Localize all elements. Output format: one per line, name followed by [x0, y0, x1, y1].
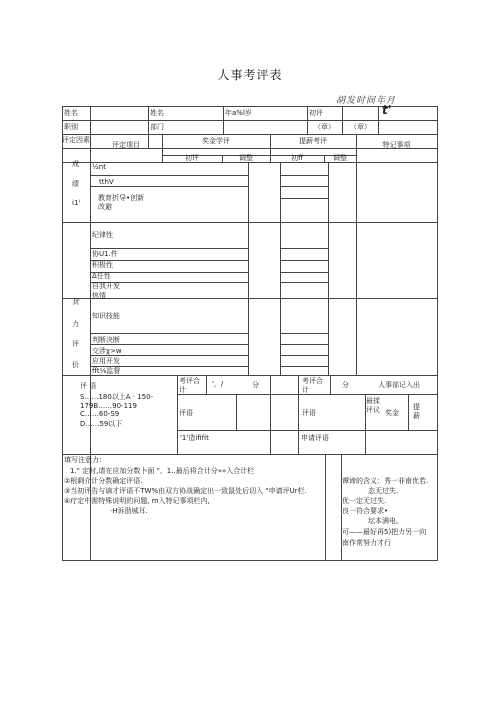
score-grade-d: D……59以下 [80, 420, 123, 428]
note-1: 1." 定时,请在应加分数卜面 "、1..最后将合计分»»入合计栏 [70, 467, 255, 475]
initial-review-label: 初评 [309, 109, 323, 117]
item-3: 教育折导•创新改避 [98, 194, 145, 211]
apply-comment-label: 申请评语 [301, 434, 329, 442]
item-10: 知识技能 [92, 312, 120, 320]
comment-b-label: 评语 [302, 409, 316, 417]
item-7: Δ任性 [92, 272, 111, 280]
bonus-col: 奖金 [385, 409, 399, 417]
item-8: 自我开发 [92, 282, 120, 290]
comment-a-label: 评语 [179, 409, 193, 417]
legend-2: 态无过失. [368, 487, 399, 495]
col-item: 评定项目 [112, 141, 140, 149]
age-label: 年a%l岁 [225, 109, 252, 117]
factor-2: 犹 [72, 298, 79, 306]
col-initial: 初评 [185, 154, 199, 162]
legend-1: 谭谛的含义：秀一非南优若. [342, 477, 429, 485]
position-label: 职别 [64, 123, 78, 131]
name-label-2: 姓名 [150, 109, 164, 117]
score-grade-s: S……180以上A · 150-179B……90-119 [80, 393, 154, 410]
item-12: 交涉χ>w [92, 347, 122, 355]
legend-5: 坛本满电。 [368, 517, 403, 525]
form-title: 人事考评表 [217, 68, 283, 82]
total-b-label: 考评合计 [302, 377, 323, 394]
legend-3: 优一定无过失. [342, 497, 387, 505]
seal-1: （章） [314, 123, 335, 131]
note-5: ·H诉劭城耳. [110, 507, 148, 515]
factor-3a: 力 [72, 320, 79, 328]
col-adjust-2: 调整 [333, 154, 347, 162]
seal-2: （章） [350, 123, 371, 131]
note-3: ③当初评告与谪才评语不TW%由双方协战确定出一致鼠处后切入 "申请评Ur栏. [64, 487, 307, 495]
legend-7: 南作常努力才行 [342, 539, 391, 547]
comment-label: 评 语 [80, 382, 97, 390]
item-13: 应用开发 [92, 357, 120, 365]
factor-3b: 评 [72, 340, 79, 348]
note-stamp: '1'造ififit [180, 434, 209, 442]
dept-label: 部门 [150, 123, 164, 131]
final-review-label: 最揉评议 [366, 397, 380, 414]
item-2: tthV [99, 178, 114, 186]
total-a-unit: 分 [252, 381, 259, 389]
total-a-mark: '，/ [212, 380, 224, 388]
col-special: 特记事项 [382, 141, 411, 149]
item-9: 热情 [92, 292, 106, 300]
item-6: 积极性 [92, 261, 113, 269]
item-4: 纪律性 [92, 231, 113, 239]
col-promotion: 提薪考评 [299, 137, 327, 145]
factor-1c: i1⁾ [72, 199, 81, 207]
item-5: 协U1.件 [92, 250, 118, 258]
name-label: 姓名 [64, 109, 78, 117]
item-14: fft⅛监督 [92, 367, 121, 375]
item-1: ½nt [92, 163, 106, 171]
score-grade-c: C……60-S9 [80, 410, 120, 418]
item-11: 判断决断 [92, 336, 120, 344]
legend-4: 良一符合要求• [342, 507, 389, 515]
raise-col: 提薪 [413, 403, 420, 420]
note-4: ④疗定中需特殊说明的问题, m入特记事项栏内, [64, 497, 210, 505]
col-initial-2: 初ff [291, 154, 303, 162]
legend-6: 可——最好再5)把力另一向 [342, 528, 427, 536]
notes-heading: 填写注意力： [64, 456, 106, 464]
total-a-label: 考评合计 [179, 377, 200, 394]
note-2: ②根剩介计分数确定评语. [64, 477, 143, 485]
factor-1b: 绩 [72, 180, 79, 188]
col-factor: 评定因素 [62, 136, 90, 144]
initial-review-mark: t' [382, 103, 392, 117]
issue-date-line: 胡发时间年月 [336, 96, 397, 106]
hr-entry-label: 人事部记入出 [378, 381, 420, 389]
col-adjust: 调整 [239, 154, 253, 162]
factor-1a: 成 [72, 160, 79, 168]
factor-3c: 价 [72, 361, 79, 369]
total-b-unit: 分 [342, 381, 349, 389]
col-bonus: 奖金学评 [202, 137, 230, 145]
